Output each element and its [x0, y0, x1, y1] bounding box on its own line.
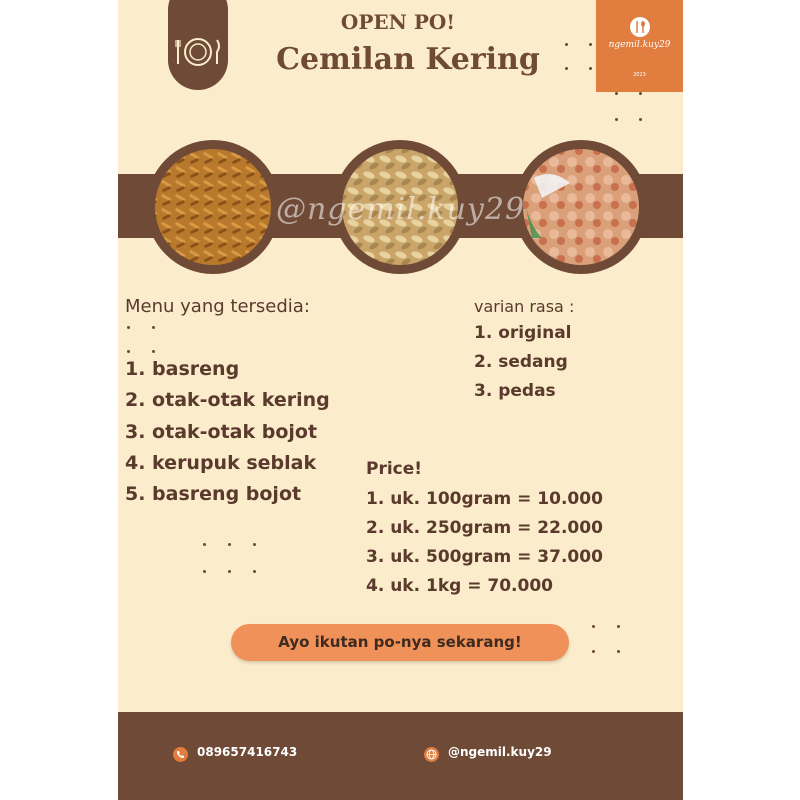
logo-name: ngemil.kuy29 — [608, 40, 671, 50]
decorative-dot — [253, 543, 256, 546]
price-item: 4. uk. 1kg = 70.000 — [366, 576, 553, 596]
decorative-dot — [203, 543, 206, 546]
decorative-dot — [615, 118, 618, 121]
decorative-dot — [589, 43, 592, 46]
logo-box — [596, 0, 683, 92]
menu-item: 4. kerupuk seblak — [125, 452, 317, 474]
fork-spoon-icon — [630, 16, 650, 38]
poster — [118, 0, 683, 800]
decorative-dot — [127, 326, 130, 329]
decorative-dot — [592, 625, 595, 628]
flavor-item: 3. pedas — [474, 381, 556, 401]
plate-tab — [168, 0, 228, 90]
flavor-item: 1. original — [474, 323, 572, 343]
flavor-title: varian rasa : — [474, 297, 575, 316]
watermark: @ngemil.kuy29 — [275, 192, 526, 227]
decorative-dot — [152, 350, 155, 353]
cta-button[interactable]: Ayo ikutan po-nya sekarang! — [231, 624, 569, 661]
decorative-dot — [639, 92, 642, 95]
decorative-dot — [617, 625, 620, 628]
decorative-dot — [615, 92, 618, 95]
decorative-dot — [617, 650, 620, 653]
menu-item: 3. otak-otak bojot — [125, 421, 318, 443]
menu-item: 2. otak-otak kering — [125, 389, 330, 411]
decorative-dot — [152, 326, 155, 329]
decorative-dot — [565, 43, 568, 46]
decorative-dot — [639, 118, 642, 121]
plate-icon — [173, 36, 223, 68]
price-item: 2. uk. 250gram = 22.000 — [366, 518, 603, 538]
logo-subtitle: 2023 — [633, 72, 646, 78]
menu-item: 1. basreng — [125, 358, 240, 380]
flavor-item: 2. sedang — [474, 352, 568, 372]
headline-open-po: OPEN PO! — [340, 10, 456, 34]
decorative-dot — [127, 350, 130, 353]
price-item: 3. uk. 500gram = 37.000 — [366, 547, 603, 567]
phone-icon — [173, 747, 188, 762]
decorative-dot — [565, 67, 568, 70]
decorative-dot — [228, 570, 231, 573]
price-title: Price! — [366, 459, 423, 479]
phone-number[interactable]: 089657416743 — [197, 745, 298, 759]
decorative-dot — [589, 67, 592, 70]
decorative-dot — [592, 650, 595, 653]
price-item: 1. uk. 100gram = 10.000 — [366, 489, 603, 509]
menu-title: Menu yang tersedia: — [125, 296, 310, 317]
decorative-dot — [228, 543, 231, 546]
decorative-dot — [253, 570, 256, 573]
globe-icon — [424, 747, 439, 762]
social-handle[interactable]: @ngemil.kuy29 — [448, 745, 552, 759]
footer — [118, 712, 683, 800]
menu-item: 5. basreng bojot — [125, 483, 302, 505]
headline-title: Cemilan Kering — [276, 42, 540, 77]
decorative-dot — [203, 570, 206, 573]
